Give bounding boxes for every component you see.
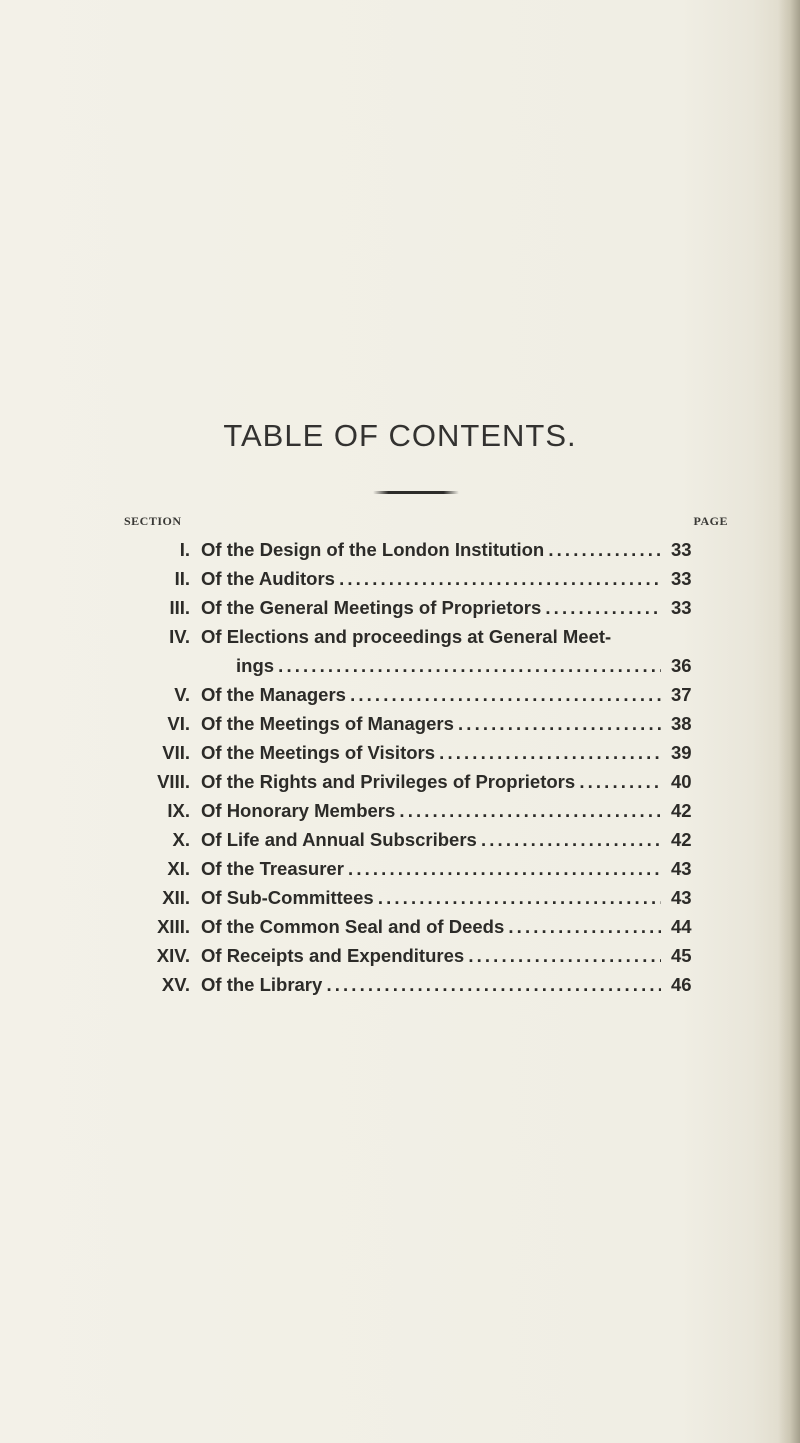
page-number: 36 <box>671 655 692 676</box>
section-number: XIII. <box>157 916 190 937</box>
toc-entry <box>0 883 800 912</box>
section-number: X. <box>172 829 190 850</box>
section-number: IV. <box>169 626 190 647</box>
page-number: 33 <box>671 597 692 618</box>
toc-entry <box>0 622 800 651</box>
section-number: XIV. <box>156 945 190 966</box>
section-title: Of the General Meetings of Proprietors <box>201 597 542 618</box>
toc-list <box>0 535 800 999</box>
page-number: 38 <box>671 713 692 734</box>
section-number: XII. <box>162 887 190 908</box>
toc-entry <box>0 854 800 883</box>
page-title: TABLE OF CONTENTS. <box>223 418 577 453</box>
toc-entry-continuation <box>0 651 800 680</box>
page-number: 33 <box>671 539 692 560</box>
toc-entry <box>0 825 800 854</box>
toc-entry <box>0 767 800 796</box>
title-rule <box>373 491 459 494</box>
page-number: 45 <box>671 945 692 966</box>
section-title: Of the Treasurer <box>201 858 344 879</box>
toc-entry <box>0 970 800 999</box>
section-title: Of Honorary Members <box>201 800 396 821</box>
toc-entry <box>0 593 800 622</box>
section-number: V. <box>174 684 190 705</box>
page-number: 39 <box>671 742 692 763</box>
section-number: III. <box>169 597 190 618</box>
page-number: 43 <box>671 887 692 908</box>
section-title: Of Life and Annual Subscribers <box>201 829 477 850</box>
section-number: IX. <box>167 800 190 821</box>
page-number: 42 <box>671 800 692 821</box>
page-number: 44 <box>671 916 692 937</box>
toc-entry <box>0 535 800 564</box>
section-title: Of the Auditors <box>201 568 335 589</box>
section-column-header: SECTION <box>124 514 182 528</box>
toc-entry <box>0 564 800 593</box>
section-title: Of Sub-Committees <box>201 887 374 908</box>
section-title: Of Elections and proceedings at General Meet- <box>201 626 612 647</box>
toc-entry <box>0 709 800 738</box>
section-title: Of the Managers <box>201 684 346 705</box>
section-number: II. <box>174 568 190 589</box>
page-number: 42 <box>671 829 692 850</box>
toc-entry <box>0 738 800 767</box>
toc-entry <box>0 796 800 825</box>
page-number: 43 <box>671 858 692 879</box>
section-title: ings <box>236 655 275 676</box>
section-title: Of the Meetings of Managers <box>201 713 454 734</box>
section-number: VIII. <box>157 771 190 792</box>
toc-entry <box>0 680 800 709</box>
page-column-header: PAGE <box>693 514 728 528</box>
page-number: 37 <box>671 684 692 705</box>
toc-entry <box>0 941 800 970</box>
section-title: Of the Design of the London Institution <box>201 539 545 560</box>
page-number: 33 <box>671 568 692 589</box>
section-title: Of the Library <box>201 974 323 995</box>
section-number: VII. <box>162 742 190 763</box>
section-number: XI. <box>167 858 190 879</box>
section-number: I. <box>179 539 190 560</box>
section-title: Of Receipts and Expenditures <box>201 945 465 966</box>
section-number: VI. <box>167 713 190 734</box>
section-title: Of the Rights and Privileges of Proprietors <box>201 771 576 792</box>
page-number: 46 <box>671 974 692 995</box>
section-number: XV. <box>161 974 190 995</box>
toc-entry <box>0 912 800 941</box>
page-number: 40 <box>671 771 692 792</box>
section-title: Of the Meetings of Visitors <box>201 742 436 763</box>
section-title: Of the Common Seal and of Deeds <box>201 916 505 937</box>
